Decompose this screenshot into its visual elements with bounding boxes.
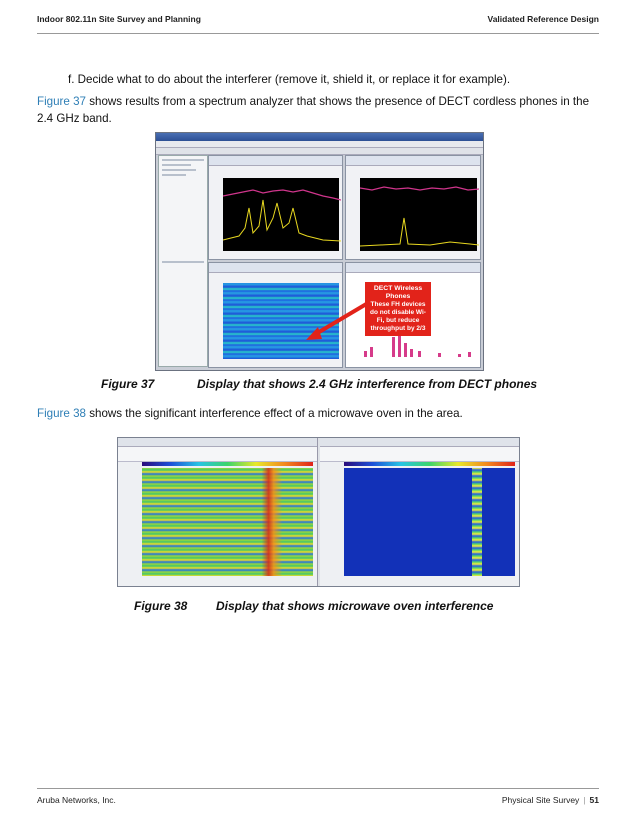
- footer-page-info: [502, 795, 599, 805]
- y-axis: [322, 468, 342, 576]
- callout-body: These FH devices do not disable Wi-Fi, but reduce throughput by 2/3: [370, 301, 426, 332]
- dect-callout: [365, 282, 431, 336]
- step-f-text: f. Decide what to do about the interferer (remove it, shield it, or replace it for example).: [68, 73, 511, 86]
- running-header-title: Indoor 802.11n Site Survey and Planning: [37, 14, 201, 24]
- footer-company: Aruba Networks, Inc.: [37, 795, 116, 805]
- figure-38-caption: Display that shows microwave oven interference: [216, 599, 494, 613]
- callout-arrow: [156, 133, 484, 371]
- figure-38-number: Figure 38: [134, 599, 188, 613]
- callout-title: DECT Wireless Phones: [373, 285, 423, 300]
- figure-37-number: Figure 37: [101, 377, 155, 391]
- interference-streak: [472, 468, 482, 576]
- footer-section: Physical Site Survey: [501, 795, 580, 805]
- paragraph-figure-38: [37, 405, 463, 422]
- page-number: 51: [589, 795, 599, 805]
- figure-37-caption: Display that shows 2.4 GHz interference from DECT phones: [197, 377, 538, 391]
- color-scale-bar: [142, 462, 313, 466]
- header-rule: [37, 33, 599, 34]
- running-header-doc-type: Validated Reference Design: [487, 14, 599, 24]
- paragraph-figure-38-text: shows the significant interference effect of a microwave oven in the area.: [85, 407, 463, 420]
- x-axis-bar: [142, 578, 313, 584]
- duty-cycle-spectrogram-panel: [320, 438, 519, 586]
- figure-37-screenshot: [155, 132, 484, 371]
- y-axis: [120, 468, 140, 576]
- x-axis-bar: [344, 578, 515, 584]
- paragraph-figure-37-text: shows results from a spectrum analyzer that shows the presence of DECT cordless phones in the 2.4 GHz band.: [37, 95, 590, 125]
- figure-37-link[interactable]: Figure 37: [37, 95, 86, 108]
- duty-cycle-waterfall: [344, 468, 515, 576]
- figure-38-link[interactable]: Figure 38: [37, 407, 86, 420]
- paragraph-figure-37: [37, 93, 602, 127]
- microwave-waterfall: [142, 468, 313, 576]
- footer-separator: |: [583, 795, 586, 805]
- color-scale-bar: [344, 462, 515, 466]
- footer-rule: [37, 788, 599, 789]
- figure-38-screenshot: [117, 437, 520, 587]
- microwave-spectrogram-panel: [118, 438, 318, 586]
